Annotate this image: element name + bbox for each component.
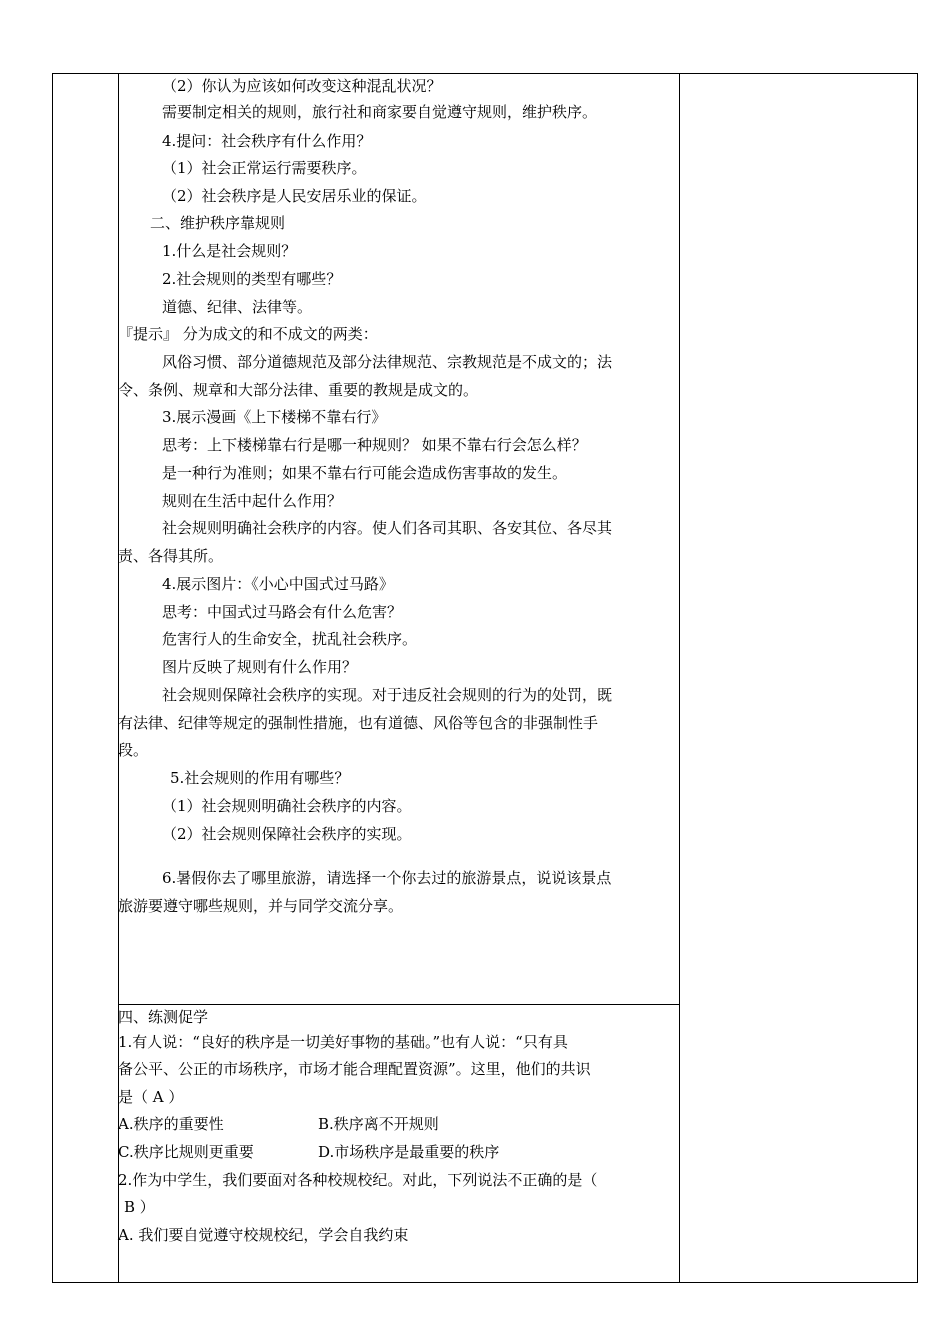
question-1-line: 是（ A ） [118, 1088, 184, 1106]
table-left-border [52, 73, 53, 1283]
text-line: 危害行人的生命安全，扰乱社会秩序。 [162, 630, 418, 648]
text-line: （2）你认为应该如何改变这种混乱状况？ [162, 77, 442, 95]
table-right-border [917, 73, 918, 1283]
text-line: （1）社会正常运行需要秩序。 [162, 159, 367, 177]
text-line: 需要制定相关的规则，旅行社和商家要自觉遵守规则，维护秩序。 [162, 103, 598, 121]
question-1-option-c: C.秩序比规则更重要 [118, 1143, 254, 1161]
question-1-line: 1.有人说：“良好的秩序是一切美好事物的基础。”也有人说：“只有具 [118, 1033, 568, 1051]
text-line: （1）社会规则明确社会秩序的内容。 [162, 797, 412, 815]
text-line: 3.展示漫画《上下楼梯不靠右行》 [162, 408, 387, 426]
text-line: 是一种行为准则；如果不靠右行可能会造成伤害事故的发生。 [162, 464, 568, 482]
table-top-border [52, 73, 918, 74]
text-line: 有法律、纪律等规定的强制性措施，也有道德、风俗等包含的非强制性手 [118, 714, 599, 732]
hint-line: 『提示』 分为成文的和不成文的两类： [118, 325, 378, 343]
text-line: 4.展示图片：《小心中国式过马路》 [162, 575, 394, 593]
question-1-line: 备公平、公正的市场秩序，市场才能合理配置资源”。这里，他们的共识 [118, 1060, 591, 1078]
text-line [162, 352, 668, 372]
text-line: 思考：中国式过马路会有什么危害？ [162, 603, 403, 621]
text-line: 道德、纪律、法律等。 [162, 298, 313, 316]
text-line: 思考：上下楼梯靠右行是哪一种规则？ 如果不靠右行会怎么样？ [162, 436, 587, 454]
text-span: 风俗习惯、部分道德规范及部分法律规范、宗教规范是不成文的；法 [162, 353, 613, 371]
question-1-option-a: A.秩序的重要性 [118, 1115, 224, 1133]
text-line: 2.社会规则的类型有哪些？ [162, 270, 342, 288]
question-2-line: 2.作为中学生，我们要面对各种校规校纪。对此，下列说法不正确的是（ [118, 1171, 598, 1189]
text-line: 规则在生活中起什么作用？ [162, 492, 343, 510]
question-1-option-b: B.秩序离不开规则 [318, 1115, 439, 1133]
text-line: （2）社会规则保障社会秩序的实现。 [162, 825, 412, 843]
section-heading: 二、维护秩序靠规则 [150, 214, 286, 232]
table-bottom-border [52, 1282, 918, 1283]
exercise-heading: 四、练测促学 [118, 1008, 209, 1026]
text-line: 段。 [118, 741, 149, 759]
text-line: 5.社会规则的作用有哪些？ [170, 769, 350, 787]
question-2-option-a: A. 我们要自觉遵守校规校纪，学会自我约束 [118, 1226, 409, 1244]
column-divider-2 [679, 73, 680, 1283]
text-line: 社会规则明确社会秩序的内容。使人们各司其职、各安其位、各尽其 [162, 519, 613, 537]
text-line: 图片反映了规则有什么作用？ [162, 658, 358, 676]
row-divider [118, 1004, 679, 1005]
text-line: （2）社会秩序是人民安居乐业的保证。 [162, 187, 427, 205]
question-1-option-d: D.市场秩序是最重要的秩序 [318, 1143, 500, 1161]
text-line: 旅游要遵守哪些规则，并与同学交流分享。 [118, 897, 404, 915]
text-line: 6.暑假你去了哪里旅游，请选择一个你去过的旅游景点，说说该景点 [162, 869, 612, 887]
text-line: 责、各得其所。 [118, 547, 224, 565]
text-line: 4.提问：社会秩序有什么作用？ [162, 132, 372, 150]
text-line: 令、条例、规章和大部分法律、重要的教规是成文的。 [118, 381, 479, 399]
text-line: 社会规则保障社会秩序的实现。对于违反社会规则的行为的处罚，既 [162, 686, 613, 704]
text-line: 1.什么是社会规则？ [162, 242, 297, 260]
question-2-line: B ） [124, 1198, 155, 1216]
